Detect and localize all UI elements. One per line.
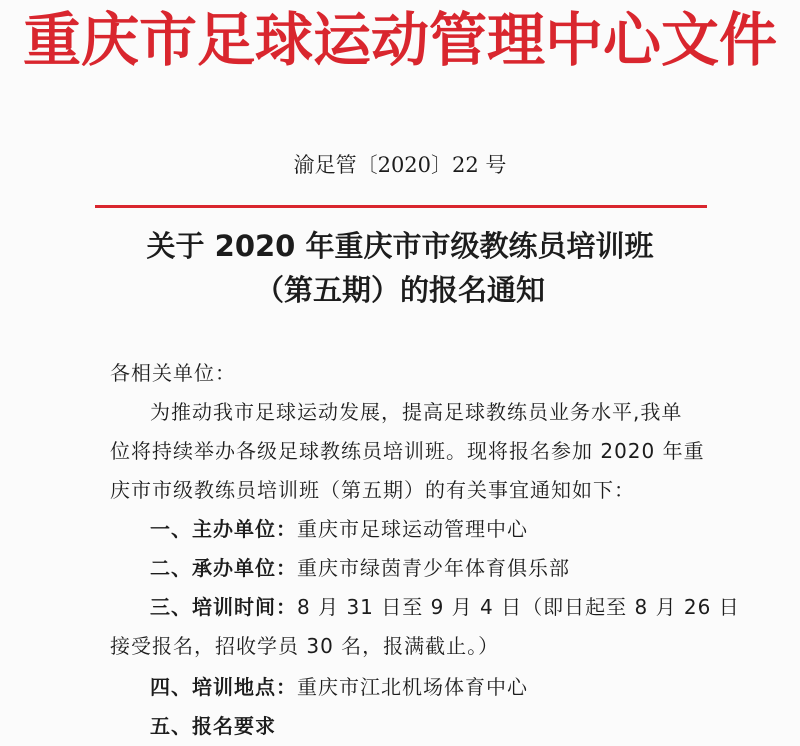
item-training-location	[150, 672, 528, 702]
notice-title-line-2: （第五期）的报名通知	[254, 273, 545, 307]
item-host	[150, 553, 570, 583]
item-organizer	[150, 514, 528, 544]
intro-line-3: 庆市市级教练员培训班（第五期）的有关事宜通知如下：	[110, 478, 635, 502]
item-organizer-head: 一、主办单位：	[150, 517, 297, 541]
item-organizer-text: 重庆市足球运动管理中心	[297, 517, 528, 541]
item-training-time-head: 三、培训时间：	[150, 595, 297, 619]
item-training-time	[150, 592, 740, 622]
item-host-head: 二、承办单位：	[150, 556, 297, 580]
item-registration-requirements	[150, 711, 276, 741]
item-training-location-head: 四、培训地点：	[150, 675, 297, 699]
intro-line-2: 位将持续举办各级足球教练员培训班。现将报名参加 2020 年重	[110, 439, 705, 463]
item-training-time-text: 8 月 31 日至 9 月 4 日（即日起至 8 月 26 日	[297, 595, 740, 619]
masthead-title: 重庆市足球运动管理中心文件	[22, 6, 777, 74]
document-number: 渝足管〔2020〕22 号	[293, 153, 507, 177]
red-divider-line	[95, 205, 707, 208]
item-host-text: 重庆市绿茵青少年体育俱乐部	[297, 556, 570, 580]
item-registration-requirements-head: 五、报名要求	[150, 714, 276, 738]
intro-line-1: 为推动我市足球运动发展，提高足球教练员业务水平,我单	[150, 400, 683, 424]
salutation: 各相关单位：	[110, 361, 236, 385]
item-training-time-continued: 接受报名，招收学员 30 名，报满截止。）	[110, 634, 500, 658]
item-training-location-text: 重庆市江北机场体育中心	[297, 675, 528, 699]
notice-title-line-1: 关于 2020 年重庆市市级教练员培训班	[146, 229, 654, 263]
